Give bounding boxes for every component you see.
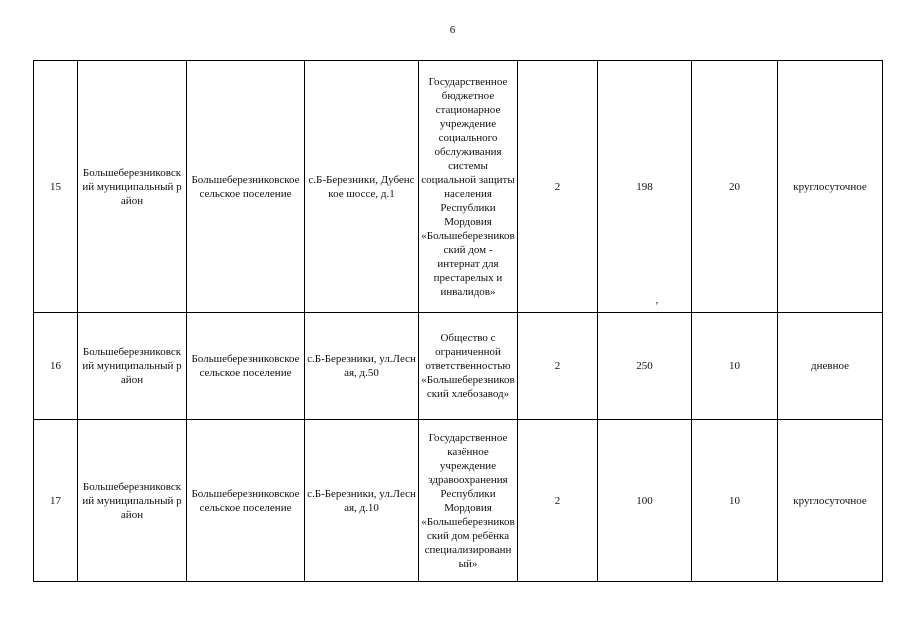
mode-cell: дневное [778,313,883,420]
district-cell: Большеберезниковский муниципальный район [78,313,187,420]
table-row [34,61,883,313]
column-7-cell: 198 [598,61,692,313]
page-number: 6 [449,24,456,36]
table-row [34,420,883,582]
organization-cell: Государственное бюджетное стационарное учреждение социального обслуживания системы социальной защиты населения Республики Мордовия «Большеберезниковский дом - интернат для престарелых и инвалидов» [419,61,518,313]
column-7-cell: 250 [598,313,692,420]
settlement-cell: Большеберезниковское сельское поселение [187,420,305,582]
settlement-cell: Большеберезниковское сельское поселение [187,61,305,313]
column-6-cell: 2 [518,313,598,420]
organization-cell: Общество с ограниченной ответственностью «Большеберезниковский хлебозавод» [419,313,518,420]
address-cell: с.Б-Березники, ул.Лесная, д.10 [305,420,419,582]
mode-cell: круглосуточное [778,61,883,313]
address-cell: с.Б-Березники, Дубенское шоссе, д.1 [305,61,419,313]
stray-mark: ‚ [655,294,659,306]
settlement-cell: Большеберезниковское сельское поселение [187,313,305,420]
district-cell: Большеберезниковский муниципальный район [78,420,187,582]
mode-cell: круглосуточное [778,420,883,582]
organization-cell: Государственное казённое учреждение здравоохранения Республики Мордовия «Большеберезниковский дом ребёнка специализированный» [419,420,518,582]
column-8-cell: 10 [692,420,778,582]
column-7-cell: 100 [598,420,692,582]
column-8-cell: 20 [692,61,778,313]
table-row [34,313,883,420]
column-6-cell: 2 [518,420,598,582]
row-number-cell: 16 [34,313,78,420]
row-number-cell: 17 [34,420,78,582]
address-cell: с.Б-Березники, ул.Лесная, д.50 [305,313,419,420]
district-cell: Большеберезниковский муниципальный район [78,61,187,313]
column-8-cell: 10 [692,313,778,420]
column-6-cell: 2 [518,61,598,313]
row-number-cell: 15 [34,61,78,313]
document-table [33,60,883,582]
